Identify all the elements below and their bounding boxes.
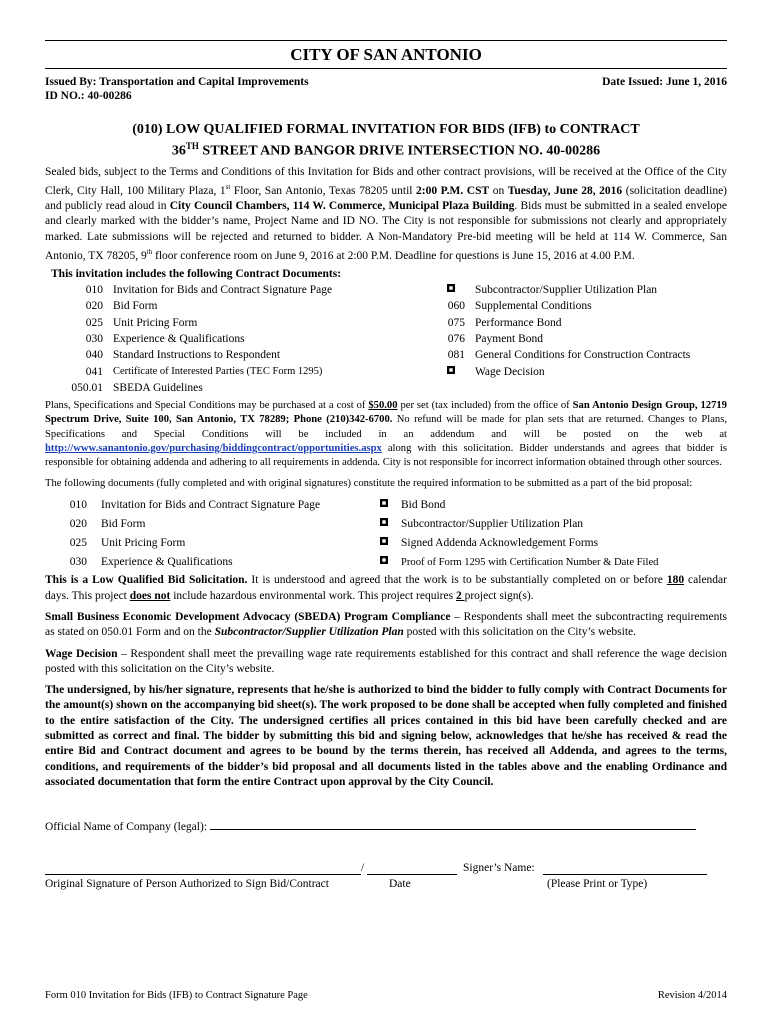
top-rule [45, 40, 727, 41]
contract-doc-number: 025 [85, 316, 103, 329]
contract-doc-label: Bid Form [113, 300, 158, 313]
contract-doc-item [437, 315, 727, 331]
contract-doc-number: 040 [85, 349, 103, 362]
company-name-label: Official Name of Company (legal): [45, 821, 208, 834]
low-qualified-paragraph: This is a Low Qualified Bid Solicitation. It is understood and agreed that the work is to be substantially completed on or before 180 calendar days. This project does not include hazardous environmental work. This project requires 2 project sign(s). [45, 574, 727, 602]
heading-rule [45, 68, 727, 69]
title-line-2: 36TH STREET AND BANGOR DRIVE INTERSECTION NO. 40-00286 [171, 141, 601, 159]
contract-doc-label: Unit Pricing Form [113, 316, 198, 329]
issue-meta [45, 75, 727, 103]
required-docs-list [45, 496, 727, 572]
signature-field[interactable] [45, 863, 361, 875]
plans-paragraph: Plans, Specifications and Special Conditions may be purchased at a cost of $50.00 per set (tax included) from the office of San Antonio Design Group, 12719 Spectrum Drive, Suite 100, San Antonio, TX 78289; Phone (210)342-6700. No refund will be made for plan sets that are returned. Changes to Plans, Specifications and Special Conditions will be included in an addendum and will be posted on the web at http://www.sanantonio.gov/purchasing/biddingcontract/opportunities.aspx along with this solicitation. Bidder understands and agrees that bidder is responsible for obtaining addenda and adhering to all requirements in addenda. City is not responsible for incorrect information obtained through other sources. [45, 400, 727, 468]
signature-slash: / [361, 862, 365, 875]
opportunities-link[interactable]: http://www.sanantonio.gov/purchasing/biddingcontract/opportunities.aspx [45, 442, 382, 454]
contract-doc-label: Standard Instructions to Respondent [113, 349, 281, 362]
contract-doc-number: 050.01 [71, 381, 103, 394]
company-name-field[interactable] [210, 818, 696, 830]
contract-doc-item [437, 298, 727, 314]
required-doc-item [375, 553, 727, 572]
signer-name-label: Signer’s Name: [463, 862, 535, 875]
contract-doc-item [437, 282, 727, 298]
sbeda-paragraph: Small Business Economic Development Advocacy (SBEDA) Program Compliance – Respondents shall meet the subcontracting requirements as stated on 050.01 Form and on the Subcontractor/Supplier Utilization Plan posted with this solicitation on the City’s website. [45, 610, 727, 639]
required-doc-item [375, 515, 727, 534]
contract-doc-label: Certificate of Interested Parties (TEC Form 1295) [113, 365, 323, 377]
footer-form-name: Form 010 Invitation for Bids (IFB) to Contract Signature Page [45, 990, 308, 1001]
contract-doc-number: 010 [85, 284, 103, 297]
wage-paragraph: Wage Decision – Respondent shall meet the prevailing wage rate requirements established for this contract and shall reference the wage decision posted with this solicitation on the City’s website. [45, 647, 727, 675]
required-doc-bullet [375, 553, 393, 572]
required-doc-label: Experience & Qualifications [101, 556, 233, 569]
contract-doc-bullet [437, 282, 465, 298]
checkbox-square-icon [380, 537, 388, 545]
contract-doc-item [45, 331, 437, 347]
date-issued: Date Issued: June 1, 2016 [602, 76, 727, 88]
required-docs-right [375, 496, 727, 572]
required-doc-number: 020 [69, 518, 87, 531]
contract-doc-item [437, 364, 727, 380]
contract-doc-item [45, 364, 437, 380]
required-doc-bullet [375, 496, 393, 515]
contract-doc-item [45, 282, 437, 298]
contract-doc-label: Invitation for Bids and Contract Signature Page [113, 284, 333, 297]
required-doc-label: Bid Form [101, 518, 146, 531]
required-doc-bullet [375, 515, 393, 534]
required-doc-label: Signed Addenda Acknowledgement Forms [401, 537, 599, 550]
required-docs-left [45, 496, 375, 572]
checkbox-square-icon [447, 366, 455, 374]
footer-revision: Revision 4/2014 [657, 990, 727, 1001]
contract-doc-item [45, 380, 437, 396]
required-doc-label: Bid Bond [401, 499, 446, 512]
required-docs-intro: The following documents (fully completed and with original signatures) constitute the required information to be submitted as a part of the bid proposal: [45, 478, 693, 490]
contract-doc-item [45, 347, 437, 363]
contract-doc-number: 020 [85, 300, 103, 313]
required-doc-item [375, 534, 727, 553]
contract-docs-right [437, 282, 727, 396]
print-caption: (Please Print or Type) [547, 878, 648, 891]
page-footer [45, 990, 727, 1001]
contract-doc-item [437, 331, 727, 347]
required-doc-item [45, 534, 375, 553]
required-doc-label: Subcontractor/Supplier Utilization Plan [401, 518, 584, 531]
contract-doc-label: Performance Bond [475, 316, 562, 329]
document-page [45, 40, 727, 893]
contract-doc-label: General Conditions for Construction Contracts [475, 349, 691, 362]
date-caption: Date [389, 878, 411, 891]
contract-doc-item [45, 315, 437, 331]
required-doc-item [45, 553, 375, 572]
contract-doc-label: Subcontractor/Supplier Utilization Plan [475, 284, 658, 297]
required-doc-item [45, 515, 375, 534]
contract-doc-number: 075 [447, 316, 465, 329]
contract-doc-label: Payment Bond [475, 332, 544, 345]
required-doc-item [375, 496, 727, 515]
contract-doc-number: 076 [447, 332, 465, 345]
required-doc-number: 030 [69, 556, 87, 569]
contract-docs-left [45, 282, 437, 396]
checkbox-square-icon [380, 556, 388, 564]
required-doc-number: 010 [69, 499, 87, 512]
signature-caption: Original Signature of Person Authorized to Sign Bid/Contract [45, 878, 329, 891]
date-field[interactable] [367, 863, 457, 875]
document-title [45, 121, 727, 160]
contract-doc-number: 081 [447, 349, 465, 362]
contract-doc-number: 041 [85, 365, 103, 378]
contract-doc-number: 060 [447, 300, 465, 313]
certification-paragraph: The undersigned, by his/her signature, represents that he/she is authorized to bind the bidder to fully comply with Contract Documents for the amount(s) shown on the accompanying bid sheet(s). The work proposed to be done shall be accepted when fully completed and finished to the entire satisfaction of the City. The undersigned certifies all prices contained in this bid have been carefully checked and are submitted as correct and final. The bidder by submitting this bid and signing below, acknowledges that he/she has received & read the entire Bid and Contract document and agrees to be bound by the terms therein, has received all Addenda, and agrees to the terms, conditions, and requirements of the bidder’s bid proposal and all documents listed in the tables above and the enabling Ordinance and associated documentation that form the entire Contract upon approval by the City Council. [45, 684, 727, 788]
intro-paragraph: Sealed bids, subject to the Terms and Conditions of this Invitation for Bids and other contract provisions, will be received at the Office of the City Clerk, City Hall, 100 Military Plaza, 1st Floor, San Antonio, Texas 78205 until 2:00 P.M. CST on Tuesday, June 28, 2016 (solicitation deadline) and publicly read aloud in City Council Chambers, 114 W. Commerce, Municipal Plaza Building. Bids must be submitted in a sealed envelope and clearly marked with the bidder’s name, Project Name and ID NO. The City is not responsible for submissions not clearly and appropriately marked. Late submissions will be rejected and returned to bidder. A Non-Mandatory Pre-bid meeting will be held at 114 W. Commerce, San Antonio, TX 78205, 9th floor conference room on June 9, 2016 at 2:00 P.M. Deadline for questions is June 15, 2016 at 4.00 P.M. [45, 165, 728, 262]
checkbox-square-icon [380, 499, 388, 507]
contract-docs-list [45, 282, 727, 396]
contract-doc-label: Wage Decision [475, 365, 545, 378]
contract-doc-item [45, 298, 437, 314]
required-doc-item [45, 496, 375, 515]
issued-by: Issued By: Transportation and Capital Improvements [45, 76, 309, 88]
signer-name-field[interactable] [543, 863, 707, 875]
contract-doc-label: Supplemental Conditions [475, 300, 592, 313]
required-doc-number: 025 [69, 537, 87, 550]
title-line-1: (010) LOW QUALIFIED FORMAL INVITATION FOR BIDS (IFB) to CONTRACT [132, 122, 640, 137]
contract-doc-number: 030 [85, 332, 103, 345]
contract-doc-label: SBEDA Guidelines [113, 381, 203, 394]
contract-docs-title: This invitation includes the following Contract Documents: [51, 268, 342, 281]
contract-doc-label: Experience & Qualifications [113, 332, 245, 345]
required-doc-label: Unit Pricing Form [101, 537, 186, 550]
contract-doc-item [437, 347, 727, 363]
signature-row [45, 863, 727, 893]
id-number: ID NO.: 40-00286 [45, 90, 132, 102]
checkbox-square-icon [380, 518, 388, 526]
checkbox-square-icon [447, 284, 455, 292]
contract-doc-bullet [437, 364, 465, 380]
required-doc-label: Invitation for Bids and Contract Signature Page [101, 499, 321, 512]
required-doc-bullet [375, 534, 393, 553]
city-heading: CITY OF SAN ANTONIO [290, 45, 482, 64]
required-doc-label: Proof of Form 1295 with Certification Number & Date Filed [401, 557, 659, 569]
company-name-row [45, 818, 727, 833]
